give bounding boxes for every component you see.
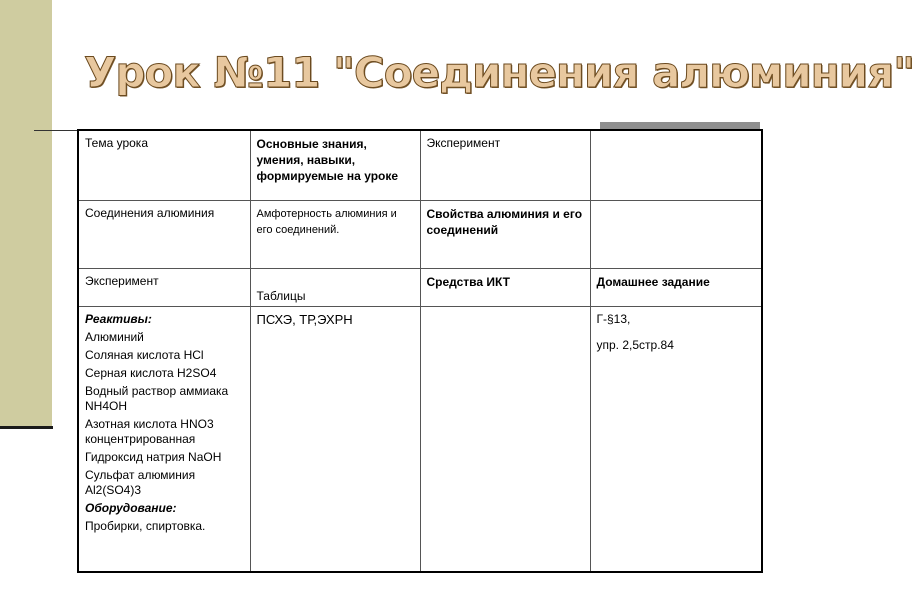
- cell-experiment-value: Свойства алюминия и его соединений: [420, 200, 590, 268]
- table-row: [78, 268, 762, 306]
- list-item: Азотная кислота HNO3 концентрированная: [85, 416, 214, 446]
- header-cell-experiment: Эксперимент: [420, 130, 590, 200]
- header-cell-topic: Тема урока: [78, 130, 250, 200]
- cell-topic-value: Соединения алюминия: [78, 200, 250, 268]
- cell-experiment-label: Эксперимент: [78, 268, 250, 306]
- list-item: Серная кислота H2SO4: [85, 365, 217, 380]
- cell-empty: [590, 200, 762, 268]
- equipment-label: Оборудование:: [85, 500, 177, 515]
- decorative-side-bar: [0, 0, 52, 426]
- equipment-value: Пробирки, спиртовка.: [85, 518, 206, 533]
- cell-ict-value: [420, 306, 590, 572]
- list-item: Водный раствор аммиака NH4OH: [85, 383, 229, 413]
- header-cell-empty: [590, 130, 762, 200]
- cell-homework-value: [590, 306, 762, 572]
- cell-tables-value: ПСХЭ, ТР,ЭХРН: [250, 306, 420, 572]
- cell-homework-label: Домашнее задание: [590, 268, 762, 306]
- cell-reagents-list: [78, 306, 250, 572]
- homework-line: Г-§13,: [596, 311, 631, 326]
- list-item: Сульфат алюминия Al2(SO4)3: [85, 467, 196, 497]
- list-item: Гидроксид натрия NaOH: [85, 449, 222, 464]
- slide-title: Урок №11 "Соединения алюминия": [84, 48, 914, 97]
- lesson-table: [77, 129, 763, 573]
- homework-line: упр. 2,5стр.84: [596, 337, 674, 352]
- cell-ict-label: Средства ИКТ: [420, 268, 590, 306]
- cell-skills-value: Амфотерность алюминия и его соединений.: [250, 200, 420, 268]
- side-bar-shadow: [0, 426, 53, 429]
- reagents-label: Реактивы:: [85, 311, 152, 326]
- table-row: [78, 130, 762, 200]
- list-item: Алюминий: [85, 329, 144, 344]
- table-row: [78, 306, 762, 572]
- cell-tables-label: Таблицы: [250, 268, 420, 306]
- header-cell-skills: Основные знания, умения, навыки, формируемые на уроке: [250, 130, 420, 200]
- list-item: Соляная кислота HCl: [85, 347, 204, 362]
- table-row: [78, 200, 762, 268]
